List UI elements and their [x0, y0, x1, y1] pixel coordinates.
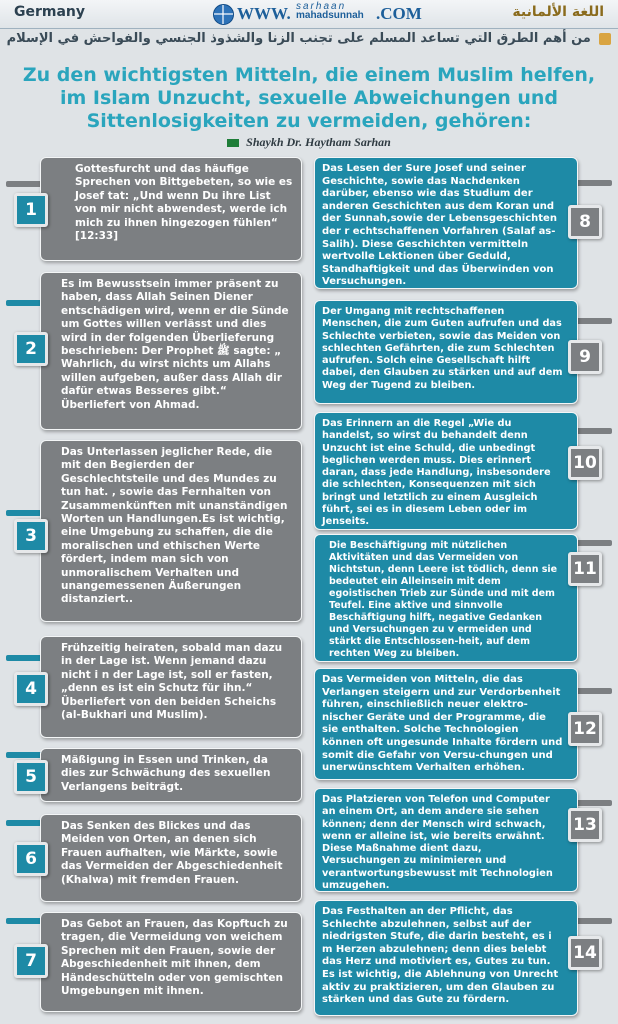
item-text: Das Gebot an Frauen, das Kopftuch zu tragen, die Vermeidung von weichem Sprechen mit den Frauen, sowie der Abgeschiedenheit mit ihnen, dem Händeschütteln oder von gemischten Umgebungen mit ihnen.: [61, 918, 288, 998]
list-item-1: [40, 157, 302, 261]
list-item-5: [40, 748, 302, 802]
number-badge-12: 12: [568, 712, 602, 746]
list-item-13: [314, 788, 578, 892]
list-item-6: [40, 814, 302, 902]
number-badge-3: 3: [14, 519, 48, 553]
scroll-icon: [599, 33, 611, 45]
item-text: Es im Bewusstsein immer präsent zu haben, dass Allah Seinen Diener entschädigen wird, wenn er die Sünde um Gottes willen verlässt und dies wird in der folgenden Überlieferung beschrieben: Der Prophet ﷺ sagte: „ Wahrlich, du wirst nichts um Allahs willen aufgeben, außer dass Allah dir dafür etwas Besseres gibt.“ Überliefert von Ahmad.: [61, 278, 289, 411]
list-item-2: [40, 272, 302, 430]
item-text: Das Lesen der Sure Josef und seiner Geschichte, sowie das Nachdenken darüber, ebenso wie das Studium der anderen Geschichten aus dem Koran und der Sunnah,sowie der Lebensgeschichten der r echtschaffenen Vorfahren (Salaf as-Salih). Diese Geschichten vermitteln wertvolle Lektionen über Geduld, Standhaftigkeit und das Überwinden von Versuchungen.: [322, 163, 557, 288]
list-item-10: [314, 412, 578, 530]
number-badge-14: 14: [568, 936, 602, 970]
site-name-line1: sarhaan: [296, 1, 347, 12]
number-badge-8: 8: [568, 205, 602, 239]
item-text: Gottesfurcht und das häufige Sprechen von Bittgebeten, so wie es Josef tat: „Und wenn Du ihre List von mir nicht abwendest, werde ich mich zu ihnen hingezogen fühlen“ [12:33]: [75, 163, 293, 243]
site-name-line2: mahadsunnah: [296, 10, 364, 21]
author-name: Shaykh Dr. Haytham Sarhan: [246, 135, 391, 149]
title-line: Sittenlosigkeiten zu vermeiden, gehören:: [86, 110, 532, 132]
site-www: WWW.: [237, 4, 291, 23]
item-text: Das Unterlassen jeglicher Rede, die mit den Begierden der Geschlechtsteile und des Mundes zu tun hat. , sowie das Fernhalten von Zusammenkünften mit unanständigen Worten un Handlungen.Es ist wichtig, eine Umgebung zu schaffen, die die moralischen und ethischen Werte fördert, indem man sich von unmoralischem Verhalten und unangemessenen Äußerungen distanziert..: [61, 446, 288, 606]
country-label: Germany: [14, 4, 86, 20]
title-line: Zu den wichtigsten Mitteln, die einem Muslim helfen,: [22, 64, 596, 86]
item-text: Das Vermeiden von Mitteln, die das Verlangen steigern und zur Verdorbenheit führen, einschließlich neuer elektro-nischer Geräte und der Programme, die sie enthalten. Solche Technologien können oft ungesunde Inhalte fördern und somit die Gefahr von Versu-chungen und unerwünschtem Verhalten erhöhen.: [322, 674, 563, 774]
list-item-14: [314, 900, 578, 1016]
number-badge-13: 13: [568, 808, 602, 842]
list-item-4: [40, 636, 302, 738]
site-tld: .COM: [376, 4, 422, 23]
arabic-subtitle: [0, 31, 618, 46]
number-badge-10: 10: [568, 446, 602, 480]
page-title: [10, 64, 608, 133]
list-item-8: [314, 157, 578, 289]
top-bar: [0, 0, 618, 29]
item-text: Das Platzieren von Telefon und Computer an einem Ort, an dem andere sie sehen können; denn der Mensch wird schwach, wenn er alleine ist, wie bereits erwähnt. Diese Maßnahme dient dazu, Versuchungen zu minimieren und verantwortungsbewusst mit Technologien umzugehen.: [322, 794, 553, 891]
author: [0, 135, 618, 150]
number-badge-4: 4: [14, 672, 48, 706]
item-text: Das Erinnern an die Regel „Wie du handelst, so wirst du behandelt denn Unzucht ist eine Schuld, die unbedingt beglichen werden muss. Dies erinnert daran, dass jede Handlung, insbesondere die schlechten, Konsequenzen mit sich bringt und letztlich zu einem Ausgleich führt, sei es in diesem Leben oder im Jenseits.: [322, 418, 551, 528]
item-text: Frühzeitig heiraten, sobald man dazu in der Lage ist. Wenn jemand dazu nicht i n der Lage ist, soll er fasten, „denn es ist ein Schutz für ihn.“ Überliefert von den beiden Scheichs (al-Bukhari und Muslim).: [61, 642, 283, 722]
number-badge-5: 5: [14, 760, 48, 794]
item-text: Mäßigung in Essen und Trinken, da dies zur Schwächung des sexuellen Verlangens beiträgt.: [61, 754, 271, 793]
arabic-subtitle-text: من أهم الطرق التي تساعد المسلم على تجنب الزنا والشذوذ الجنسي والفواحش في الإسلام: [6, 31, 591, 46]
item-text: Die Beschäftigung mit nützlichen Aktivitäten und das Vermeiden von Nichtstun, denn Leere ist tödlich, denn sie bedeutet ein Alleinsein mit dem egoistischen Trieb zur Sünde und mit dem Teufel. Eine aktive und sinnvolle Beschäftigung hilft, negative Gedanken und Versuchungen zu v ermeiden und stärkt die Entschlossen-heit, auf dem rechten Weg zu bleiben.: [329, 540, 558, 659]
item-text: Das Senken des Blickes und das Meiden von Orten, an denen sich Frauen aufhalten, wie Märkte, sowie das Vermeiden der Abgeschiedenheit (Khalwa) mit fremden Frauen.: [61, 820, 283, 886]
globe-icon: [213, 4, 234, 25]
title-line: im Islam Unzucht, sexuelle Abweichungen und: [59, 87, 559, 109]
flag-icon: [227, 139, 239, 147]
list-item-3: [40, 440, 302, 622]
number-badge-1: 1: [14, 193, 48, 227]
number-badge-11: 11: [568, 552, 602, 586]
site-name: [296, 2, 364, 20]
number-badge-6: 6: [14, 842, 48, 876]
item-text: Das Festhalten an der Pflicht, das Schlechte abzulehnen, selbst auf der niedrigsten Stufe, die darin besteht, es i m Herzen abzulehnen; denn dies belebt das Herz und motiviert es, Gutes zu tun. Es ist wichtig, die Ablehnung von Unrecht aktiv zu praktizieren, um den Glauben zu stärken und das Gute zu fördern.: [322, 906, 559, 1006]
list-item-12: [314, 668, 578, 780]
number-badge-9: 9: [568, 340, 602, 374]
list-item-7: [40, 912, 302, 1012]
list-item-9: [314, 300, 578, 404]
list-item-11: [314, 534, 578, 662]
number-badge-2: 2: [14, 332, 48, 366]
item-text: Der Umgang mit rechtschaffenen Menschen, die zum Guten aufrufen und das Schlechte verbieten, sowie das Meiden von schlechten Gefährten, die zum Schlechten aufrufen. Solch eine Gesellschaft hilft dabei, den Glauben zu stärken und auf dem Weg der Tugend zu bleiben.: [322, 306, 563, 391]
number-badge-7: 7: [14, 944, 48, 978]
language-label: اللغة الألمانية: [512, 4, 604, 20]
